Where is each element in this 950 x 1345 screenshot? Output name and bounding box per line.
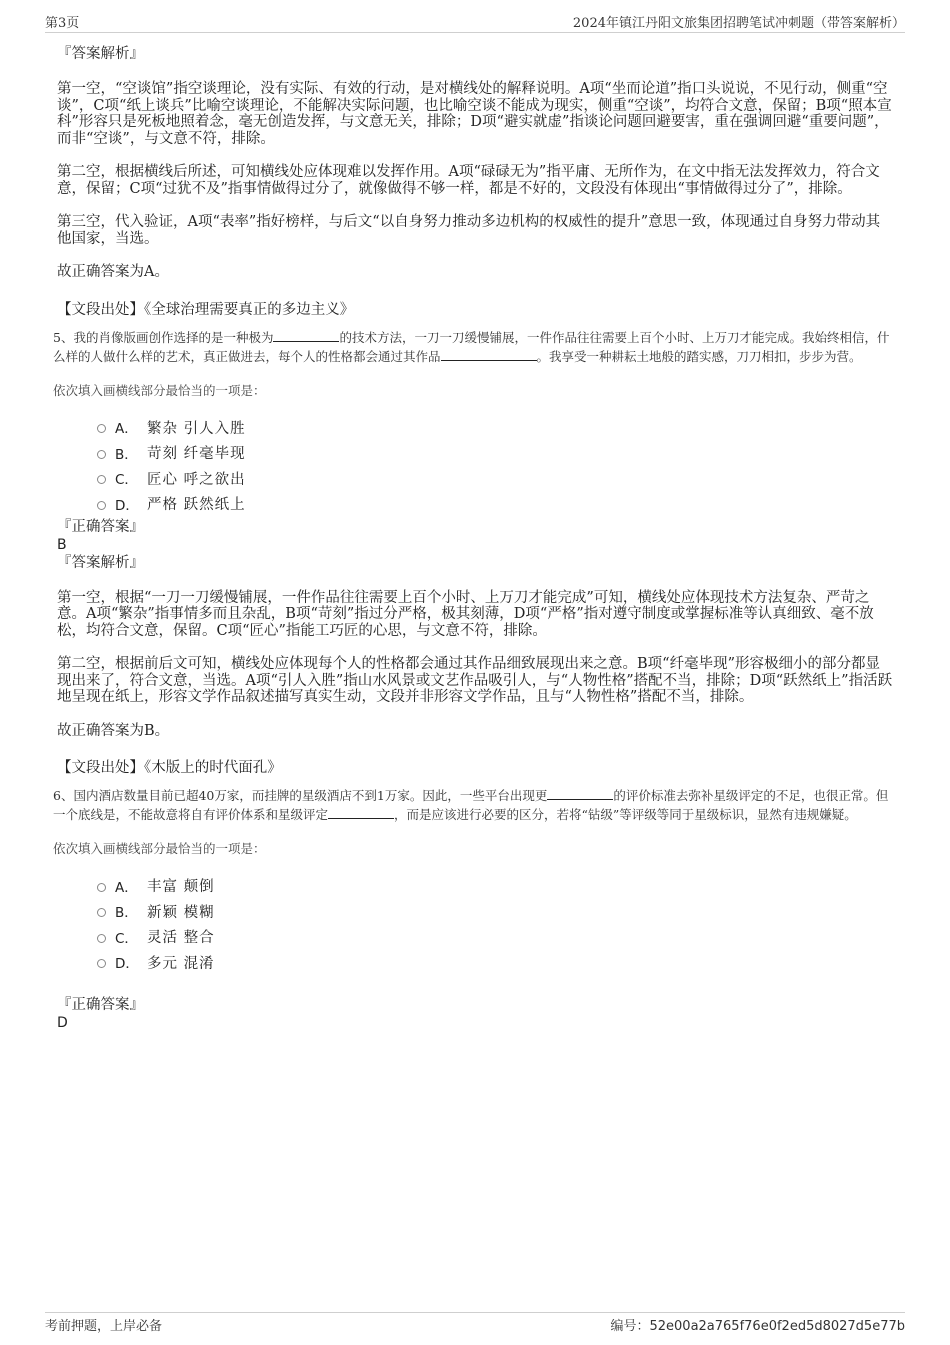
correct-answer-label: 『正确答案』 [57, 518, 144, 535]
option-letter: A． [115, 879, 138, 896]
option-letter: B． [115, 446, 138, 463]
option-letter: C． [115, 930, 138, 947]
option-text: 匠心 呼之欲出 [147, 471, 246, 488]
document-id-label: 编号： [610, 1319, 650, 1334]
option-b[interactable] [97, 899, 893, 925]
footer-slogan: 考前押题，上岸必备 [45, 1319, 163, 1334]
analysis-paragraph-1: 第一空，“空谈馆”指空谈理论，没有实际、有效的行动，是对横线处的解释说明。A项“坐而论道”指口头说说，不见行动，侧重“空谈”，C项“纸上谈兵”比喻空谈理论，不能解决实际问题，也比喻空谈不能成为现实，侧重“空谈”，均符合文意，保留；B项“照本宣科”形容只是死板地照着念，毫无创造发挥，与文意无关，排除；D项“避实就虚”指谈论问题回避要害，重在强调回避“重要问题”，而非“空谈”，与文意不符，排除。 [57, 81, 892, 147]
radio-button[interactable] [97, 908, 106, 917]
option-text: 繁杂 引人入胜 [147, 420, 246, 437]
question-5-text-part-3: 。我享受一种耕耘土地般的踏实感，刀刀相扣，步步为营。 [536, 348, 862, 364]
fill-blank-1 [273, 329, 339, 342]
question-5-text-part-2: 的技术方法，一刀一刀缓慢铺展，一件作品往往需要上百个小时、上万刀才能完成。我始终相信，什么样的人做什么样的艺术，真正做进去，每个人的性格都会通过其作品 [53, 329, 890, 364]
option-d[interactable] [97, 491, 893, 517]
radio-button[interactable] [97, 475, 106, 484]
analysis-paragraph-2: 第二空，根据前后文可知，横线处应体现每个人的性格都会通过其作品细致展现出来之意。B项“纤毫毕现”形容极细小的部分都显现出来了，符合文意，当选。A项“引人入胜”指山水风景或文艺作品吸引人，与“人物性格”搭配不当，排除；D项“跃然纸上”指活跃地呈现在纸上，形容文学作品叙述描写真实生动，文段并非形容文学作品，且与“人物性格”搭配不当，排除。 [57, 656, 893, 705]
passage-source: 【文段出处】《木版上的时代面孔》 [57, 760, 282, 776]
question-6-prompt: 依次填入画横线部分最恰当的一项是： [53, 841, 266, 856]
question-5-options [97, 415, 893, 517]
radio-button[interactable] [97, 424, 106, 433]
page-content [53, 44, 893, 1031]
correct-answer: D [57, 1015, 68, 1031]
radio-button[interactable] [97, 883, 106, 892]
option-letter: C． [115, 472, 138, 489]
option-a[interactable] [97, 415, 893, 441]
correct-answer: B [57, 536, 67, 553]
option-text: 灵活 整合 [147, 930, 215, 947]
document-id-value: 52e00a2a765f76e0f2ed5d8027d5e77b [649, 1319, 905, 1334]
document-id [610, 1315, 905, 1334]
question-6-stem [53, 786, 893, 824]
option-b[interactable] [97, 440, 893, 466]
question-5-text-part-1: 5、我的肖像版画创作选择的是一种极为 [53, 329, 274, 345]
answer-conclusion: 故正确答案为B。 [57, 722, 170, 739]
radio-button[interactable] [97, 450, 106, 459]
correct-answer-label: 『正确答案』 [57, 997, 144, 1013]
radio-button[interactable] [97, 501, 106, 510]
fill-blank-2 [328, 806, 394, 819]
option-text: 丰富 颠倒 [147, 879, 215, 896]
option-d[interactable] [97, 950, 893, 976]
option-letter: B． [115, 905, 138, 922]
question-5-prompt: 依次填入画横线部分最恰当的一项是： [53, 382, 266, 398]
document-title: 2024年镇江丹阳文旅集团招聘笔试冲刺题（带答案解析） [572, 16, 905, 31]
option-text: 新颖 模糊 [147, 904, 215, 921]
page-footer [45, 1312, 905, 1334]
option-a[interactable] [97, 873, 893, 899]
radio-button[interactable] [97, 934, 106, 943]
option-text: 严格 跃然纸上 [147, 497, 246, 514]
analysis-paragraph-3: 第三空，代入验证，A项“表率”指好榜样，与后文“以自身努力推动多边机构的权威性的提升”意思一致，体现通过自身努力带动其他国家，当选。 [57, 214, 881, 247]
analysis-label: 『答案解析』 [57, 46, 144, 62]
analysis-label: 『答案解析』 [57, 554, 144, 571]
question-6-options [97, 873, 893, 975]
question-6-text-part-1: 6、国内酒店数量目前已超40万家，而挂牌的星级酒店不到1万家。因此，一些平台出现更 [53, 788, 548, 803]
passage-source: 【文段出处】《全球治理需要真正的多边主义》 [57, 301, 355, 318]
analysis-paragraph-2: 第二空，根据横线后所述，可知横线处应体现难以发挥作用。A项“碌碌无为”指平庸、无所作为，在文中指无法发挥效力，符合文意，保留；C项“过犹不及”指事情做得过分了，就像做得不够一样，都是不好的，文段没有体现出“事情做得过分了”，排除。 [57, 164, 880, 197]
question-5-stem [53, 328, 893, 366]
question-6-text-part-2: 的评价标准去弥补星级评定的不足，也很正常。但一个底线是，不能故意将自有评价体系和星级评定 [53, 788, 889, 822]
option-letter: D． [115, 497, 139, 514]
fill-blank-1 [547, 787, 613, 800]
question-6-text-part-3: ，而是应该进行必要的区分，若将“钻级”等评级等同于星级标识，显然有违规嫌疑。 [394, 807, 857, 822]
option-letter: D． [115, 956, 139, 973]
page-header [45, 12, 905, 33]
analysis-paragraph-1: 第一空，根据“一刀一刀缓慢铺展，一件作品往往需要上百个小时、上万刀才能完成”可知，横线处应体现技术方法复杂、严苛之意。A项“繁杂”指事情多而且杂乱，B项“苛刻”指过分严格，极其刻薄，D项“严格”指对遵守制度或掌握标准等认真细致、毫不放松，均符合文意，保留。C项“匠心”指能工巧匠的心思，与文意不符，排除。 [57, 589, 874, 639]
page-number: 第3页 [45, 16, 80, 31]
option-text: 多元 混淆 [147, 955, 215, 972]
fill-blank-2 [441, 348, 537, 361]
answer-conclusion: 故正确答案为A。 [57, 264, 169, 280]
option-text: 苛刻 纤毫毕现 [147, 446, 246, 463]
option-c[interactable] [97, 466, 893, 492]
option-c[interactable] [97, 924, 893, 950]
option-letter: A． [115, 421, 138, 438]
radio-button[interactable] [97, 959, 106, 968]
